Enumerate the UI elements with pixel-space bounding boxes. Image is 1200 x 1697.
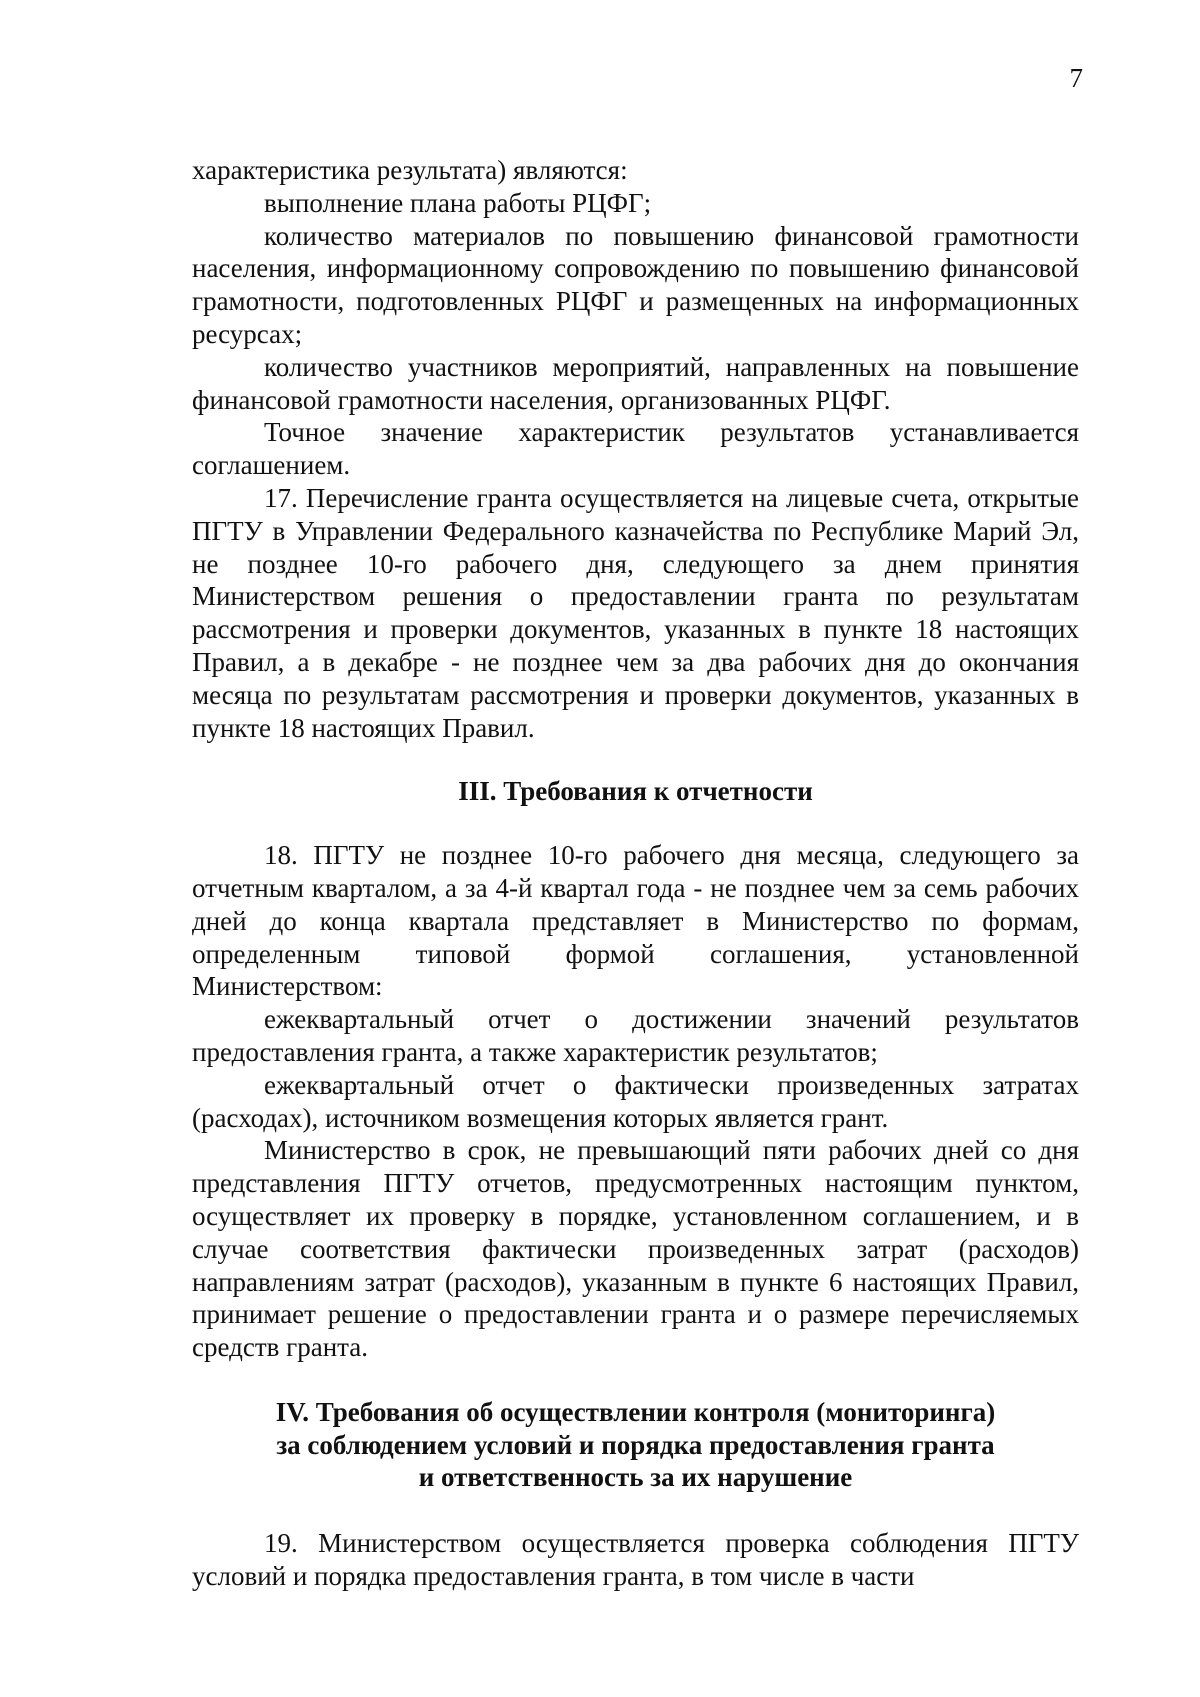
section-4-heading-line: IV. Требования об осуществлении контроля (мониторинга) bbox=[275, 1396, 996, 1427]
section-4-heading bbox=[192, 1396, 1079, 1494]
list-item-plan: выполнение плана работы РЦФГ; bbox=[264, 187, 652, 218]
document-body bbox=[192, 154, 1079, 1593]
clause-17: 17. Перечисление гранта осуществляется на лицевые счета, открытые ПГТУ в Управлении Федерального казначейства по Республике Марий Эл, не позднее 10-го рабочего дня, следующего за днем принятия Министерством решения о предоставлении гранта по результатам рассмотрения и проверки документов, указанных в пункте 18 настоящих Правил, а в декабре - не позднее чем за два рабочих дня до окончания месяца по результатам рассмотрения и проверки документов, указанных в пункте 18 настоящих Правил. bbox=[192, 482, 1079, 743]
paragraph-ministry-check: Министерство в срок, не превышающий пяти рабочих дней со дня представления ПГТУ отчетов, предусмотренных настоящим пунктом, осуществляет их проверку в порядке, установленном соглашением, и в случае соответствия фактически произведенных затрат (расходов) направлениям затрат (расходов), указанным в пункте 6 настоящих Правил, принимает решение о предоставлении гранта и о размере перечисляемых средств гранта. bbox=[192, 1135, 1079, 1363]
page-number: 7 bbox=[1069, 63, 1083, 93]
section-3-heading: III. Требования к отчетности bbox=[458, 776, 813, 807]
section-4-heading-line: за соблюдением условий и порядка предоставления гранта bbox=[276, 1429, 995, 1460]
section-3-body bbox=[192, 839, 1079, 1364]
list-item-materials: количество материалов по повышению финансовой грамотности населения, информационному сопровождению по повышению финансовой грамотности, подготовленных РЦФГ и размещенных на информационных ресурсах; bbox=[192, 220, 1079, 349]
section-4-heading-line: и ответственность за их нарушение bbox=[418, 1462, 853, 1493]
clause-19: 19. Министерством осуществляется проверка соблюдения ПГТУ условий и порядка предоставления гранта, в том числе в части bbox=[192, 1528, 1079, 1592]
list-item-participants: количество участников мероприятий, направленных на повышение финансовой грамотности населения, организованных РЦФГ. bbox=[192, 351, 1079, 415]
section-4-body bbox=[192, 1527, 1079, 1593]
clause-18: 18. ПГТУ не позднее 10-го рабочего дня месяца, следующего за отчетным кварталом, а за 4-й квартал года - не позднее чем за семь рабочих дней до конца квартала представляет в Министерство по формам, определенным типовой формой соглашения, установленной Министерством: bbox=[192, 840, 1079, 1002]
paragraph-exact-value: Точное значение характеристик результатов устанавливается соглашением. bbox=[192, 417, 1079, 481]
list-item-results-report: ежеквартальный отчет о достижении значений результатов предоставления гранта, а также характеристик результатов; bbox=[192, 1004, 1079, 1067]
list-item-expenses-report: ежеквартальный отчет о фактически произведенных затратах (расходах), источником возмещения которых является грант. bbox=[192, 1069, 1079, 1133]
paragraph-continuation: характеристика результата) являются: bbox=[192, 155, 628, 185]
